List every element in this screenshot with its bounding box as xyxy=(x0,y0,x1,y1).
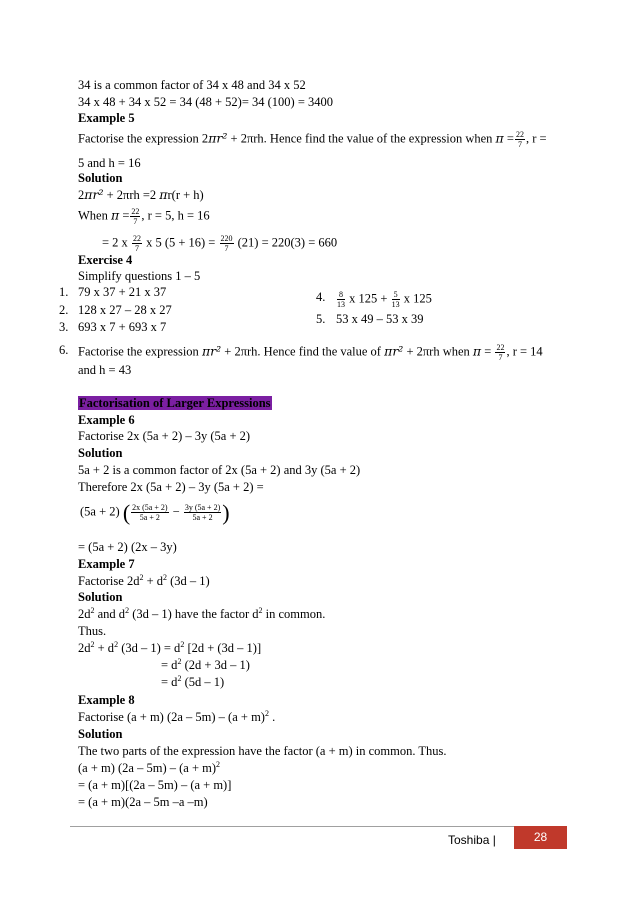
text: (2d + 3d – 1) xyxy=(181,658,250,672)
text-line: 34 x 48 + 34 x 52 = 34 (48 + 52)= 34 (100) = 3400 xyxy=(78,95,334,109)
section-heading xyxy=(78,396,272,411)
text: , r = 5, h = 16 xyxy=(141,208,210,223)
text: x 125 + xyxy=(346,291,391,306)
numerator: 22 xyxy=(131,207,140,216)
text: + 2πrh =2 xyxy=(103,188,160,202)
text: = d xyxy=(161,658,178,672)
fraction xyxy=(131,503,168,522)
page-number: 28 xyxy=(514,826,567,849)
numerator: 8 xyxy=(339,290,343,299)
denominator: 7 xyxy=(133,217,138,226)
superscript: 2 xyxy=(216,759,221,769)
text: x 125 xyxy=(400,291,432,306)
text-line: Simplify questions 1 – 5 xyxy=(78,269,201,283)
fraction xyxy=(337,290,345,309)
superscript: 2 xyxy=(90,605,95,615)
text: in common. xyxy=(262,607,326,621)
solution-heading: Solution xyxy=(78,171,123,185)
text-line: = (5a + 2) (2x – 3y) xyxy=(78,540,177,554)
question: 128 x 27 – 28 x 27 xyxy=(78,303,172,317)
superscript: 2 xyxy=(177,673,182,683)
math: πr² xyxy=(384,343,404,359)
text: Factorise (a + m) (2a – 5m) – (a + m) xyxy=(78,710,265,724)
text-line: 5 and h = 16 xyxy=(78,156,141,170)
question: 693 x 7 + 693 x 7 xyxy=(78,320,167,334)
solution-heading: Solution xyxy=(78,727,123,741)
example-6-heading: Example 6 xyxy=(78,413,135,427)
solution-heading: Solution xyxy=(78,590,123,604)
denominator: 5a + 2 xyxy=(192,513,213,522)
solution-heading: Solution xyxy=(78,446,123,460)
superscript: 2 xyxy=(125,605,130,615)
exercise-4-heading: Exercise 4 xyxy=(78,253,133,267)
minus-sign: − xyxy=(172,504,180,519)
fraction xyxy=(495,343,505,362)
example-7-heading: Example 7 xyxy=(78,557,135,571)
footer-label: Toshiba | xyxy=(448,833,496,847)
text: = 2 x xyxy=(102,235,131,250)
text: (a + m) (2a – 5m) – (a + m) xyxy=(78,761,217,775)
example-8-heading: Example 8 xyxy=(78,693,135,707)
text: 2 xyxy=(78,188,85,202)
text: 2d xyxy=(78,641,91,655)
text: + 2πrh when xyxy=(403,344,473,359)
math: π xyxy=(110,207,120,223)
text-line: = (a + m)(2a – 5m –a –m) xyxy=(78,795,208,809)
solution-line xyxy=(78,207,210,226)
solution-line xyxy=(80,500,230,525)
text-line xyxy=(78,607,325,622)
question-number: 6. xyxy=(59,343,69,357)
text: When xyxy=(78,208,111,223)
math: π xyxy=(472,343,482,359)
denominator: 13 xyxy=(337,300,345,309)
text: r(r + h) xyxy=(167,188,204,202)
text-line: = (a + m)[(2a – 5m) – (a + m)] xyxy=(78,778,232,792)
denominator: 7 xyxy=(517,140,522,149)
highlighted-heading: Factorisation of Larger Expressions xyxy=(79,396,271,410)
denominator: 7 xyxy=(224,244,229,253)
text: + d xyxy=(94,641,115,655)
question-number: 4. xyxy=(316,290,326,304)
text: , r = 14 xyxy=(506,344,543,359)
fraction xyxy=(130,207,140,226)
fraction xyxy=(220,234,234,253)
question: 53 x 49 – 53 x 39 xyxy=(336,312,424,326)
text: = xyxy=(119,208,130,223)
question-number: 1. xyxy=(59,285,69,299)
text: (3d – 1) = d xyxy=(118,641,181,655)
superscript: 2 xyxy=(180,639,185,649)
text: + d xyxy=(143,574,164,588)
text: (5d – 1) xyxy=(181,675,225,689)
superscript: 2 xyxy=(264,708,269,718)
footer-divider xyxy=(70,826,567,827)
text: (21) = 220(3) = 660 xyxy=(234,235,338,250)
question: 79 x 37 + 21 x 37 xyxy=(78,285,167,299)
superscript: 2 xyxy=(114,639,119,649)
solution-line xyxy=(102,234,337,253)
text: x 5 (5 + 16) = xyxy=(142,235,219,250)
question-number: 2. xyxy=(59,303,69,317)
text-line: The two parts of the expression have the factor (a + m) in common. Thus. xyxy=(78,744,447,758)
example-5-question xyxy=(78,130,547,149)
text: (3d – 1) have the factor d xyxy=(129,607,259,621)
question-number: 5. xyxy=(316,312,326,326)
text-line: Factorise 2x (5a + 2) – 3y (5a + 2) xyxy=(78,429,251,443)
denominator: 7 xyxy=(134,244,139,253)
numerator: 220 xyxy=(220,234,233,243)
text-line: 5a + 2 is a common factor of 2x (5a + 2) and 3y (5a + 2) xyxy=(78,463,361,477)
text-line: 34 is a common factor of 34 x 48 and 34 x 52 xyxy=(78,78,306,92)
text-line xyxy=(78,574,210,589)
superscript: 2 xyxy=(163,572,168,582)
math: πr² xyxy=(84,187,104,202)
text: and d xyxy=(94,607,126,621)
numerator: 22 xyxy=(515,130,524,139)
text: + 2πrh. Hence find the value of the expression when xyxy=(227,131,496,146)
solution-line xyxy=(78,187,204,203)
question-number: 3. xyxy=(59,320,69,334)
denominator: 13 xyxy=(391,300,400,309)
superscript: 2 xyxy=(258,605,263,615)
text: Factorise the expression xyxy=(78,344,202,359)
text: Factorise 2d xyxy=(78,574,140,588)
math: πr² xyxy=(201,343,222,359)
superscript: 2 xyxy=(90,639,95,649)
text: Factorise the expression 2 xyxy=(78,131,209,146)
numerator: 2x (5a + 2) xyxy=(132,503,168,512)
text: . xyxy=(268,710,276,724)
text: (5a + 2) xyxy=(80,504,123,519)
numerator: 3y (5a + 2) xyxy=(184,503,221,512)
text: 2d xyxy=(78,607,91,621)
fraction xyxy=(392,290,400,309)
text-line xyxy=(78,641,261,656)
text: (3d – 1) xyxy=(167,574,210,588)
denominator: 7 xyxy=(498,353,503,362)
text: , r = xyxy=(525,131,547,146)
text: = d xyxy=(161,675,178,689)
paren: ) xyxy=(222,500,230,525)
text-line xyxy=(161,675,224,690)
numerator: 22 xyxy=(132,234,141,243)
math: π xyxy=(495,130,504,146)
text-line xyxy=(78,761,220,776)
fraction xyxy=(132,234,142,253)
text: + 2πrh. Hence find the value of xyxy=(221,344,385,359)
text: = xyxy=(503,131,514,146)
denominator: 5a + 2 xyxy=(139,513,160,522)
text: [2d + (3d – 1)] xyxy=(184,641,262,655)
question xyxy=(336,290,432,309)
text-line xyxy=(78,710,275,725)
superscript: 2 xyxy=(139,572,144,582)
numerator: 22 xyxy=(496,343,505,352)
text-line xyxy=(161,658,250,673)
fraction xyxy=(184,503,221,522)
question xyxy=(78,343,543,362)
paren: ( xyxy=(122,500,131,525)
fraction xyxy=(515,130,525,149)
text-line: Thus. xyxy=(78,624,107,638)
math: π xyxy=(159,187,168,202)
text-line: and h = 43 xyxy=(78,363,132,377)
numerator: 5 xyxy=(393,290,398,299)
math: πr² xyxy=(208,130,228,146)
example-5-heading: Example 5 xyxy=(78,111,135,125)
text: = xyxy=(481,344,495,359)
superscript: 2 xyxy=(177,656,182,666)
text-line: Therefore 2x (5a + 2) – 3y (5a + 2) = xyxy=(78,480,264,494)
